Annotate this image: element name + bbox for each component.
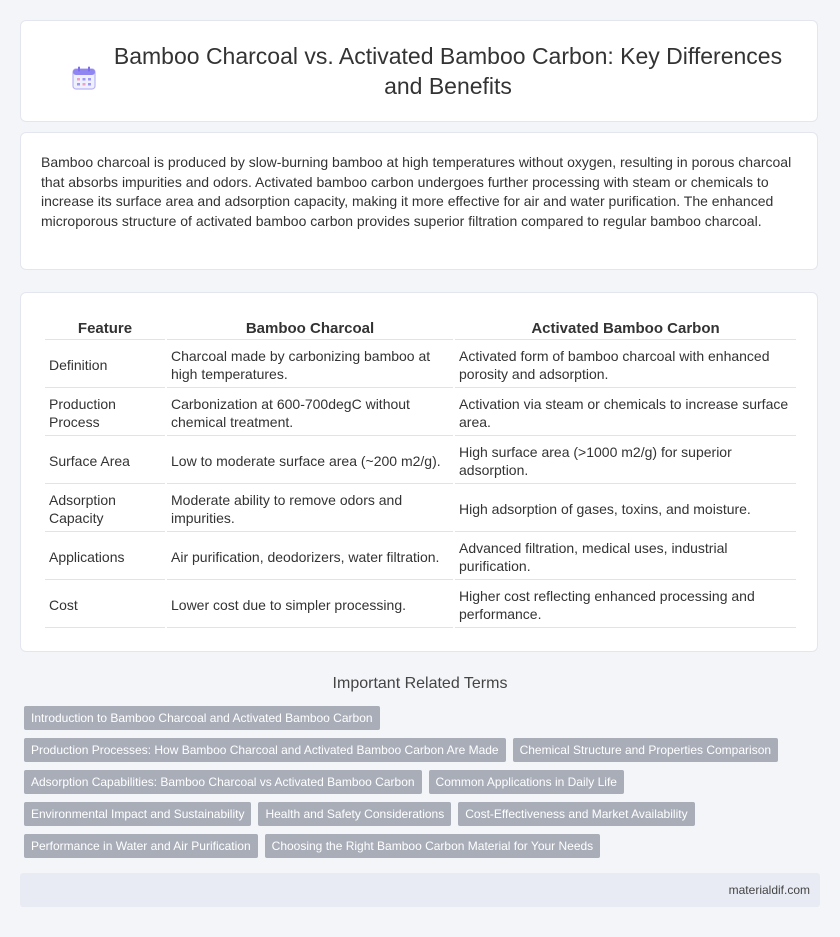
table-row bbox=[45, 342, 796, 388]
bamboo-charcoal-cell: Charcoal made by carbonizing bamboo at high temperatures. bbox=[167, 342, 453, 388]
comparison-table-card bbox=[20, 292, 818, 652]
related-term-tag[interactable]: Chemical Structure and Properties Comparison bbox=[513, 738, 778, 762]
related-term-tag[interactable]: Adsorption Capabilities: Bamboo Charcoal vs Activated Bamboo Carbon bbox=[24, 770, 422, 794]
header-activated-bamboo-carbon: Activated Bamboo Carbon bbox=[455, 315, 796, 340]
footer-site-link[interactable]: materialdif.com bbox=[728, 883, 810, 897]
feature-cell: Adsorption Capacity bbox=[45, 486, 165, 532]
related-terms-list bbox=[24, 706, 804, 858]
bamboo-charcoal-cell: Carbonization at 600-700degC without chemical treatment. bbox=[167, 390, 453, 436]
intro-card bbox=[20, 132, 818, 270]
table-row bbox=[45, 390, 796, 436]
feature-cell: Applications bbox=[45, 534, 165, 580]
feature-cell: Surface Area bbox=[45, 438, 165, 484]
intro-paragraph: Bamboo charcoal is produced by slow-burning bamboo at high temperatures without oxygen, resulting in porous charcoal that absorbs impurities and odors. Activated bamboo carbon undergoes further processing with steam or chemicals to increase its surface area and adsorption capacity, making it more effective for air and water purification. The enhanced microporous structure of activated bamboo carbon provides superior filtration compared to regular bamboo charcoal. bbox=[41, 154, 792, 229]
activated-carbon-cell: High surface area (>1000 m2/g) for superior adsorption. bbox=[455, 438, 796, 484]
feature-cell: Cost bbox=[45, 582, 165, 628]
feature-cell: Production Process bbox=[45, 390, 165, 436]
bamboo-charcoal-cell: Moderate ability to remove odors and impurities. bbox=[167, 486, 453, 532]
bamboo-charcoal-cell: Air purification, deodorizers, water filtration. bbox=[167, 534, 453, 580]
related-term-tag[interactable]: Common Applications in Daily Life bbox=[429, 770, 624, 794]
related-term-tag[interactable]: Choosing the Right Bamboo Carbon Material for Your Needs bbox=[265, 834, 601, 858]
activated-carbon-cell: Activated form of bamboo charcoal with enhanced porosity and adsorption. bbox=[455, 342, 796, 388]
comparison-table bbox=[43, 313, 798, 630]
related-term-tag[interactable]: Performance in Water and Air Purification bbox=[24, 834, 258, 858]
activated-carbon-cell: High adsorption of gases, toxins, and moisture. bbox=[455, 486, 796, 532]
table-header-row bbox=[45, 315, 796, 340]
related-terms-title: Important Related Terms bbox=[332, 675, 508, 692]
page-title: Bamboo Charcoal vs. Activated Bamboo Carbon: Key Differences and Benefits bbox=[113, 43, 783, 99]
table-row bbox=[45, 486, 796, 532]
related-term-tag[interactable]: Production Processes: How Bamboo Charcoal and Activated Bamboo Carbon Are Made bbox=[24, 738, 506, 762]
activated-carbon-cell: Higher cost reflecting enhanced processing and performance. bbox=[455, 582, 796, 628]
footer bbox=[20, 873, 820, 907]
related-term-tag[interactable]: Introduction to Bamboo Charcoal and Activated Bamboo Carbon bbox=[24, 706, 380, 730]
activated-carbon-cell: Advanced filtration, medical uses, industrial purification. bbox=[455, 534, 796, 580]
bamboo-charcoal-cell: Low to moderate surface area (~200 m2/g). bbox=[167, 438, 453, 484]
feature-cell: Definition bbox=[45, 342, 165, 388]
bamboo-charcoal-cell: Lower cost due to simpler processing. bbox=[167, 582, 453, 628]
header-card bbox=[20, 20, 818, 122]
related-term-tag[interactable]: Cost-Effectiveness and Market Availability bbox=[458, 802, 694, 826]
table-row bbox=[45, 534, 796, 580]
header-bamboo-charcoal: Bamboo Charcoal bbox=[167, 315, 453, 340]
table-row bbox=[45, 582, 796, 628]
calendar-icon bbox=[71, 65, 97, 91]
related-term-tag[interactable]: Health and Safety Considerations bbox=[258, 802, 451, 826]
table-row bbox=[45, 438, 796, 484]
header-feature: Feature bbox=[45, 315, 165, 340]
related-term-tag[interactable]: Environmental Impact and Sustainability bbox=[24, 802, 251, 826]
activated-carbon-cell: Activation via steam or chemicals to increase surface area. bbox=[455, 390, 796, 436]
